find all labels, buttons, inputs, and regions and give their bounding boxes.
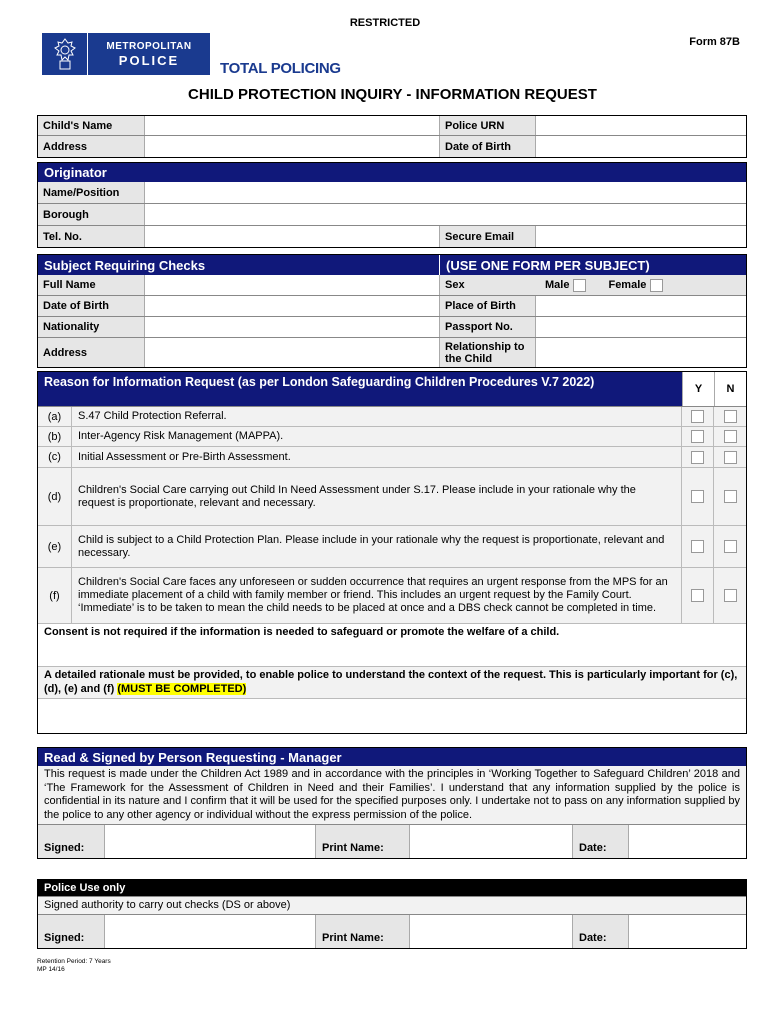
secure-email-label: Secure Email bbox=[439, 226, 535, 247]
place-of-birth-field[interactable] bbox=[535, 296, 746, 316]
tel-label: Tel. No. bbox=[38, 226, 144, 247]
restricted-marking: RESTRICTED bbox=[349, 17, 421, 29]
reason-code: (d) bbox=[38, 468, 72, 525]
rationale-note: A detailed rationale must be provided, to enable police to understand the context of the request. This is particularly important for (c), (d), (e) and (f) (MUST BE COMPLETED) bbox=[44, 669, 738, 695]
police-date-field[interactable] bbox=[628, 915, 746, 948]
reason-row bbox=[38, 568, 746, 624]
male-label: Male bbox=[545, 279, 570, 291]
manager-print-name-field[interactable] bbox=[409, 825, 573, 858]
reason-list bbox=[38, 407, 746, 624]
manager-print-name-label: Print Name: bbox=[322, 842, 384, 854]
page-title: CHILD PROTECTION INQUIRY - INFORMATION REQUEST bbox=[188, 86, 597, 103]
manager-signature-field[interactable] bbox=[104, 825, 316, 858]
child-address-label: Address bbox=[38, 136, 144, 157]
manager-date-field[interactable] bbox=[628, 825, 746, 858]
name-position-label: Name/Position bbox=[38, 182, 144, 203]
sex-options bbox=[535, 275, 746, 295]
met-police-logo bbox=[42, 33, 210, 75]
subject-address-label: Address bbox=[38, 338, 144, 367]
relationship-field[interactable] bbox=[535, 338, 746, 367]
child-dob-label: Date of Birth bbox=[439, 136, 535, 157]
authority-note: Signed authority to carry out checks (DS or above) bbox=[38, 896, 746, 914]
consent-note: Consent is not required if the information is needed to safeguard or promote the welfare of a child. bbox=[44, 626, 560, 638]
no-column-label: N bbox=[714, 372, 746, 406]
manager-section bbox=[37, 747, 747, 859]
reason-heading: Reason for Information Request (as per London Safeguarding Children Procedures V.7 2022) bbox=[38, 372, 682, 406]
childs-name-label: Child's Name bbox=[38, 116, 144, 135]
yes-column-label: Y bbox=[682, 372, 714, 406]
tagline: TOTAL POLICING bbox=[220, 60, 341, 77]
full-name-field[interactable] bbox=[144, 275, 439, 295]
reason-yes-checkbox[interactable] bbox=[691, 540, 704, 553]
reason-no-checkbox[interactable] bbox=[724, 589, 737, 602]
subject-dob-label: Date of Birth bbox=[38, 296, 144, 316]
place-of-birth-label: Place of Birth bbox=[439, 296, 535, 316]
logo-line1: METROPOLITAN bbox=[106, 41, 192, 52]
police-use-section bbox=[37, 879, 747, 949]
form-ref: MP 14/16 bbox=[37, 966, 65, 973]
form-number: Form 87B bbox=[689, 36, 740, 48]
reason-row bbox=[38, 427, 746, 447]
male-checkbox[interactable] bbox=[573, 279, 586, 292]
subject-section bbox=[37, 254, 747, 368]
originator-section bbox=[37, 162, 747, 248]
childs-name-field[interactable] bbox=[144, 116, 439, 135]
police-print-name-field[interactable] bbox=[409, 915, 573, 948]
subject-address-field[interactable] bbox=[144, 338, 439, 367]
retention-period: Retention Period: 7 Years bbox=[37, 958, 111, 965]
reason-text: Inter-Agency Risk Management (MAPPA). bbox=[72, 427, 682, 446]
manager-statement: This request is made under the Children Act 1989 and in accordance with the principles in ‘Working Together to Safeguard Children’ 2018 and ‘The Framework for the Assessment of Children in Need and their Families’. I understand that any information supplied by the police is confidential in its nature and I confirm that it will be used for the specified purposes only. I undertake not to pass on any information supplied by the police to any other agency or individual without the express permission of the police. bbox=[44, 768, 740, 821]
reason-no-checkbox[interactable] bbox=[724, 490, 737, 503]
police-signed-label: Signed: bbox=[44, 932, 85, 944]
reason-code: (c) bbox=[38, 447, 72, 467]
subject-heading: Subject Requiring Checks bbox=[38, 255, 439, 275]
reason-row bbox=[38, 407, 746, 427]
reason-row bbox=[38, 526, 746, 568]
reason-yes-checkbox[interactable] bbox=[691, 451, 704, 464]
must-be-completed-highlight: (MUST BE COMPLETED) bbox=[117, 682, 247, 695]
reason-no-checkbox[interactable] bbox=[724, 430, 737, 443]
reason-yes-checkbox[interactable] bbox=[691, 490, 704, 503]
reason-code: (b) bbox=[38, 427, 72, 446]
nationality-field[interactable] bbox=[144, 317, 439, 337]
reason-row bbox=[38, 447, 746, 468]
name-position-field[interactable] bbox=[144, 182, 746, 203]
footer bbox=[37, 958, 111, 974]
reason-section bbox=[37, 371, 747, 734]
child-section bbox=[37, 115, 747, 158]
female-label: Female bbox=[608, 279, 647, 291]
reason-yes-checkbox[interactable] bbox=[691, 589, 704, 602]
subject-heading-note: (USE ONE FORM PER SUBJECT) bbox=[439, 255, 746, 275]
reason-text: Child is subject to a Child Protection Plan. Please include in your rationale why the request is proportionate, relevant and necessary. bbox=[72, 526, 682, 567]
child-address-field[interactable] bbox=[144, 136, 439, 157]
police-use-heading: Police Use only bbox=[38, 880, 746, 896]
rationale-field[interactable] bbox=[38, 699, 746, 733]
reason-no-checkbox[interactable] bbox=[724, 540, 737, 553]
reason-text: Children's Social Care carrying out Child In Need Assessment under S.17. Please include in your rationale why the request is proportionate, relevant and necessary. bbox=[72, 468, 682, 525]
female-checkbox[interactable] bbox=[650, 279, 663, 292]
passport-label: Passport No. bbox=[439, 317, 535, 337]
secure-email-field[interactable] bbox=[535, 226, 746, 247]
reason-text: Initial Assessment or Pre-Birth Assessment. bbox=[72, 447, 682, 467]
borough-field[interactable] bbox=[144, 204, 746, 225]
full-name-label: Full Name bbox=[38, 275, 144, 295]
manager-heading: Read & Signed by Person Requesting - Manager bbox=[38, 748, 746, 766]
police-signature-field[interactable] bbox=[104, 915, 316, 948]
reason-text: Children's Social Care faces any unforeseen or sudden occurrence that requires an urgent response from the MPS for an immediate placement of a child with family member or friend. This includes an urgent request by the Family Court. ‘Immediate’ is to be taken to mean the child needs to be placed at once and a DBS check cannot be completed in time. bbox=[72, 568, 682, 623]
reason-code: (a) bbox=[38, 407, 72, 426]
manager-signed-label: Signed: bbox=[44, 842, 85, 854]
subject-dob-field[interactable] bbox=[144, 296, 439, 316]
reason-text: S.47 Child Protection Referral. bbox=[72, 407, 682, 426]
borough-label: Borough bbox=[38, 204, 144, 225]
reason-row bbox=[38, 468, 746, 526]
nationality-label: Nationality bbox=[38, 317, 144, 337]
reason-yes-checkbox[interactable] bbox=[691, 430, 704, 443]
originator-heading: Originator bbox=[38, 163, 746, 182]
child-dob-field[interactable] bbox=[535, 136, 746, 157]
police-print-name-label: Print Name: bbox=[322, 932, 384, 944]
reason-no-checkbox[interactable] bbox=[724, 410, 737, 423]
sex-label: Sex bbox=[439, 275, 535, 295]
tel-field[interactable] bbox=[144, 226, 439, 247]
reason-code: (f) bbox=[38, 568, 72, 623]
reason-yes-checkbox[interactable] bbox=[691, 410, 704, 423]
reason-no-checkbox[interactable] bbox=[724, 451, 737, 464]
logo-line2: POLICE bbox=[118, 53, 180, 68]
manager-date-label: Date: bbox=[579, 842, 607, 854]
relationship-label: Relationship to the Child bbox=[439, 338, 535, 367]
police-urn-label: Police URN bbox=[439, 116, 535, 135]
police-date-label: Date: bbox=[579, 932, 607, 944]
reason-code: (e) bbox=[38, 526, 72, 567]
police-urn-field[interactable] bbox=[535, 116, 746, 135]
passport-field[interactable] bbox=[535, 317, 746, 337]
crest-icon bbox=[42, 33, 88, 75]
